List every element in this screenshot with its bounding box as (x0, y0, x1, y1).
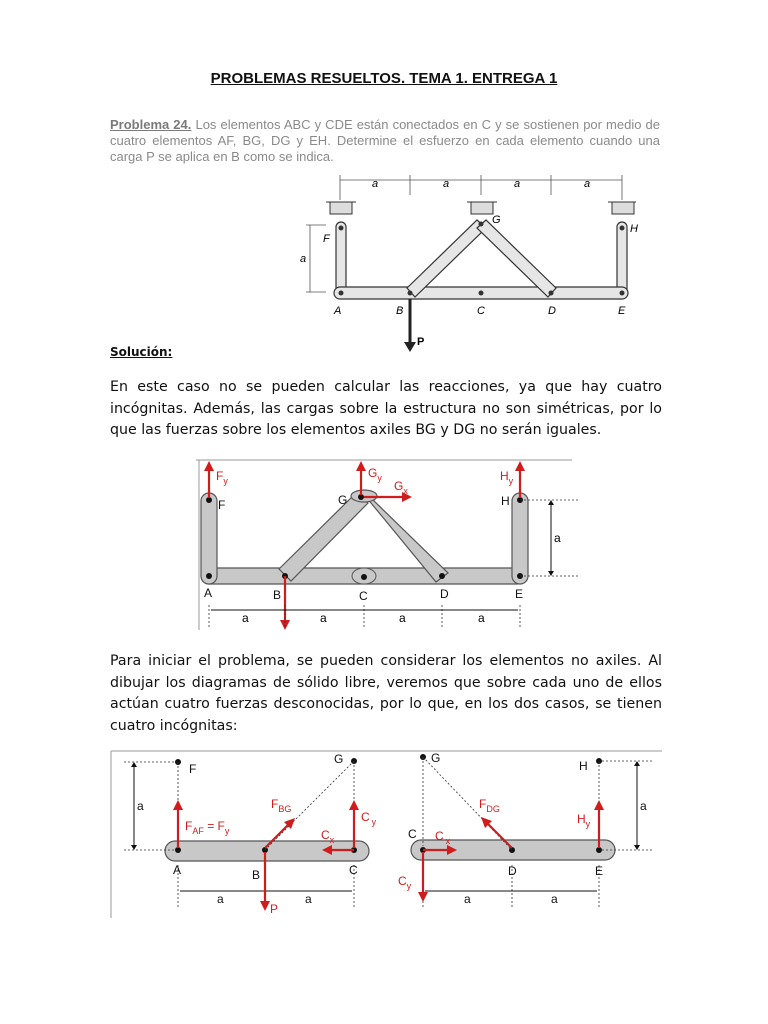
point-g-right: G (431, 751, 441, 765)
dim-a2: a (443, 178, 450, 190)
dim-a3: a (514, 178, 521, 190)
dim-a1-left: a (217, 892, 224, 906)
dim-a4: a (584, 178, 591, 190)
force-faf: $F_{AF} = F_y$ (185, 819, 230, 836)
dim-height-a: a (300, 253, 307, 265)
force-cy-right: $C_y$ (398, 874, 412, 891)
point-a: A (173, 863, 182, 877)
dim-a1: a (242, 611, 249, 625)
point-d: D (508, 864, 517, 878)
point-h: H (579, 759, 588, 773)
point-h: H (501, 494, 510, 508)
dim-a4: a (478, 611, 485, 625)
point-f: F (189, 762, 197, 776)
support-h-icon (608, 202, 636, 214)
force-p: P (270, 902, 279, 916)
force-fdg: $F_{DG}$ (479, 797, 500, 814)
label-c: C (477, 305, 485, 317)
figure-textbook-structure (296, 170, 636, 355)
dim-a3: a (399, 611, 406, 625)
label-b: B (396, 305, 404, 317)
point-e: E (595, 864, 604, 878)
point-b: B (252, 868, 261, 882)
force-hy: $H_y$ (577, 812, 591, 829)
label-p: P (417, 336, 425, 348)
problem-text: Los elementos ABC y CDE están conectados en C y se sostienen por medio de cuatro elementos AF, BG, DG y EH. Determine el esfuerzo en cada elemento cuando una carga P se aplica en B como se indica. (110, 117, 660, 164)
point-e: E (515, 587, 524, 601)
paragraph-2: Para iniciar el problema, se pueden considerar los elementos no axiles. Al dibujar los diagramas de sólido libre, veremos que sobre cada uno de ellos actúan cuatro fuerzas desconocidas, por lo que, en los dos casos, se tienen cuatro incógnitas: (110, 653, 662, 734)
problem-statement (110, 117, 660, 165)
problem-label: Problema 24. (110, 117, 192, 132)
figure-free-body-diagrams (109, 748, 662, 920)
force-cx-right: C $_x$ (435, 829, 451, 846)
point-c: C (359, 589, 368, 603)
force-gy: $G_y$ (368, 466, 382, 483)
point-c-right: C (408, 827, 417, 841)
force-hy: $H_y$ (500, 469, 514, 486)
paragraph-1: En este caso no se pueden calcular las reacciones, ya que hay cuatro incógnitas. Además, las cargas sobre la estructura no son simétricas, por lo que las fuerzas sobre los elementos axiles BG y DG no serán iguales. (110, 379, 662, 438)
support-g-icon (467, 202, 497, 214)
point-f: F (218, 498, 226, 512)
force-cx-left: $C_x$ (321, 828, 335, 845)
dim-height-left: a (137, 799, 144, 813)
dim-height-right: a (640, 799, 647, 813)
dim-a1-right: a (464, 892, 471, 906)
point-a: A (204, 586, 213, 600)
point-g-left: G (334, 752, 344, 766)
label-f: F (323, 233, 330, 245)
label-d: D (548, 305, 556, 317)
point-b: B (273, 588, 282, 602)
dim-height-a: a (554, 531, 561, 545)
point-g: G (338, 493, 348, 507)
figure-force-diagram (196, 455, 578, 635)
label-h: H (630, 223, 638, 235)
label-e: E (618, 305, 626, 317)
dim-a2: a (320, 611, 327, 625)
point-d: D (440, 587, 449, 601)
label-g: G (492, 214, 501, 226)
point-c-left: C (349, 863, 358, 877)
solution-heading: Solución: (110, 345, 173, 359)
dim-a1: a (372, 178, 379, 190)
force-fy: $F_y$ (216, 469, 228, 486)
force-gx: $G_x$ (394, 479, 408, 496)
force-cy-left: C $_y$ (361, 810, 377, 827)
page-title: PROBLEMAS RESUELTOS. TEMA 1. ENTREGA 1 (210, 70, 558, 87)
dim-a2-left: a (305, 892, 312, 906)
label-a: A (334, 305, 342, 317)
support-f-icon (326, 202, 356, 214)
dim-a2-right: a (551, 892, 558, 906)
force-fbg: $F_{BG}$ (271, 797, 292, 814)
